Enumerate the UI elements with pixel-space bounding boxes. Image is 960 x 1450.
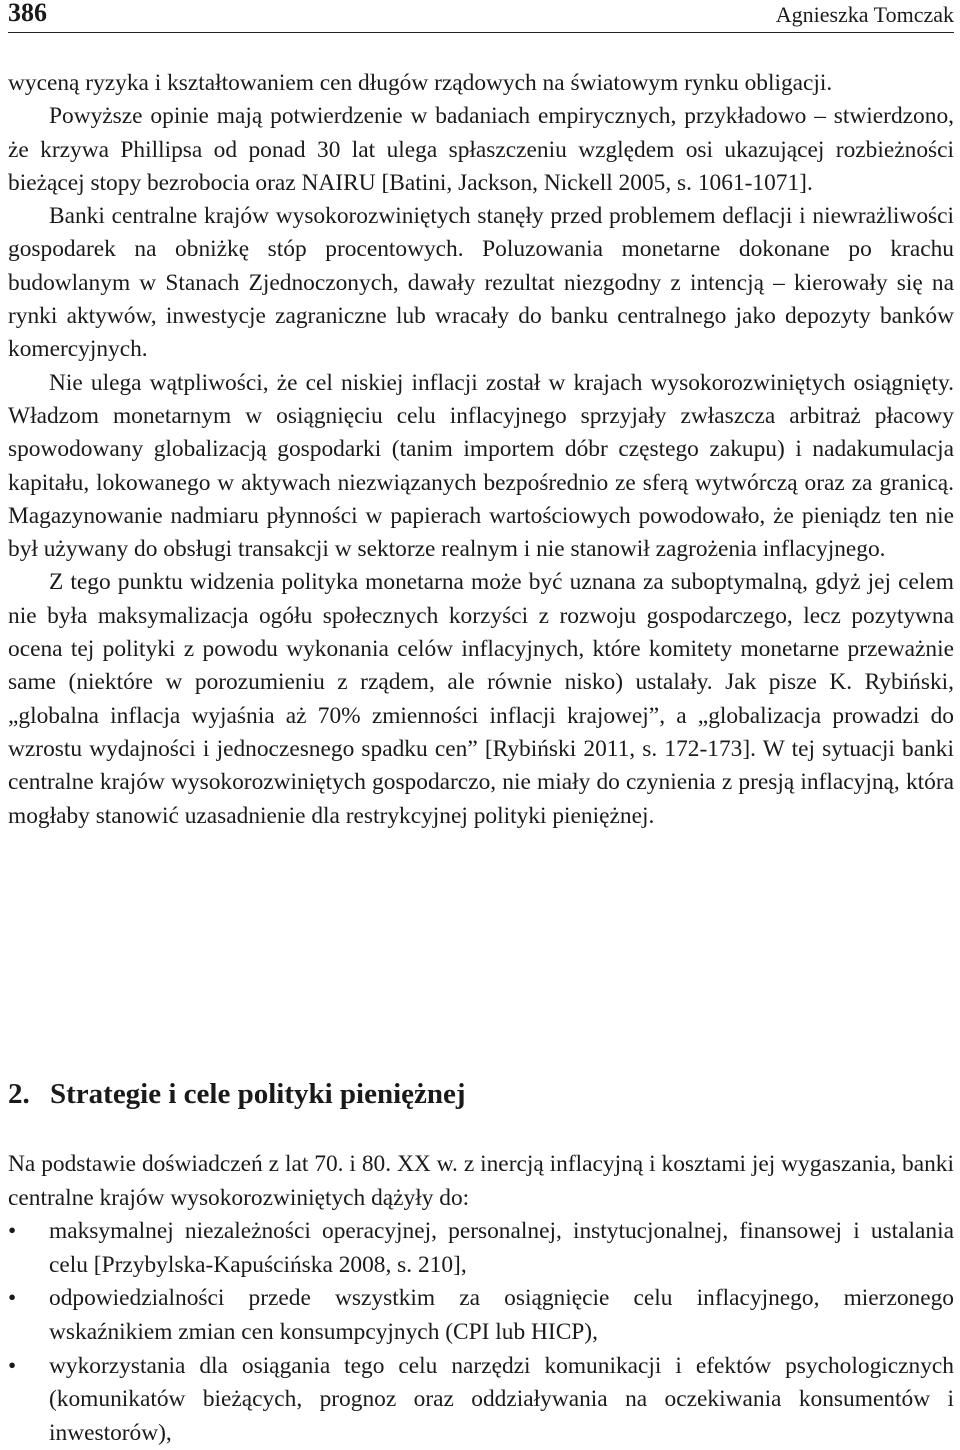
section-body — [8, 1148, 954, 1450]
bullet-icon: • — [8, 1218, 17, 1245]
bullet-icon: • — [8, 1352, 17, 1379]
section-intro: Na podstawie doświadczeń z lat 70. i 80. XX w. z inercją inflacyjną i kosztami jej wygaszania, banki centralne krajów wysokorozwiniętych dążyły do: — [8, 1151, 954, 1211]
running-header — [8, 0, 954, 33]
paragraph: Powyższe opinie mają potwierdzenie w badaniach empirycznych, przykładowo – stwierdzono, że krzywa Phillipsa od ponad 30 lat ulega spłaszczeniu względem osi ukazującej rozbieżności bieżącej stopy bezrobocia oraz NAIRU [Batini, Jackson, Nickell 2005, s. 1061-1071]. — [8, 103, 954, 196]
paragraph: Banki centralne krajów wysokorozwiniętych stanęły przed problemem deflacji i niewrażliwości gospodarek na obniżkę stóp procentowych. Poluzowania monetarne dokonane po krachu budowlanym w Stanach Zjednoczonych, dawały rezultat niezgodny z intencją – kierowały się na rynki aktywów, inwestycje zagraniczne lub wracały do banku centralnego jako depozyty banków komercyjnych. — [8, 203, 954, 363]
paragraph: wyceną ryzyka i kształtowaniem cen długów rządowych na światowym rynku obligacji. — [8, 70, 833, 96]
bullet-list — [8, 1215, 954, 1450]
page-number: 386 — [8, 0, 47, 27]
list-item — [8, 1215, 954, 1282]
paragraph: Z tego punktu widzenia polityka monetarna może być uznana za suboptymalną, gdyż jej celem nie była maksymalizacja ogółu społecznych korzyści z rozwoju gospodarczego, lecz pozytywna ocena tej polityki z powodu wykonania celów inflacyjnych, które komitety monetarne przeważnie same (niektóre w porozumieniu z rządem, ale równie nisko) ustalały. Jak pisze K. Rybiński, „globalna inflacja wyjaśnia aż 70% zmienności inflacji krajowej”, a „globalizacja prowadzi do wzrostu wydajności i jednoczesnego spadku cen” [Rybiński 2011, s. 172-173]. W tej sytuacji banki centralne krajów wysokorozwiniętych gospodarczo, nie miały do czynienia z presją inflacyjną, która mogłaby stanowić uzasadnienie dla restrykcyjnej polityki pieniężnej. — [8, 569, 954, 829]
list-item — [8, 1350, 954, 1450]
list-item — [8, 1282, 954, 1349]
list-item-text: wykorzystania dla osiągania tego celu narzędzi komunikacji i efektów psychologicznych (komunikatów bieżących, prognoz oraz oddziaływania na oczekiwania konsumentów i inwestorów), — [49, 1352, 954, 1446]
section-number: 2. — [8, 1078, 30, 1110]
section-heading — [8, 1074, 954, 1114]
list-item-text: maksymalnej niezależności operacyjnej, personalnej, instytucjonalnej, finansowej i ustalania celu [Przybylska-Kapuścińska 2008, s. 210], — [49, 1218, 954, 1278]
bullet-icon: • — [8, 1285, 17, 1312]
paragraph: Nie ulega wątpliwości, że cel niskiej inflacji został w krajach wysokorozwiniętych osiągnięty. Władzom monetarnym w osiągnięciu celu inflacyjnego sprzyjały zwłaszcza arbitraż płacowy spowodowany globalizacją gospodarki (tanim importem dóbr częstego zakupu) i nadakumulacja kapitału, lokowanego w aktywach niezwiązanych bezpośrednio ze sferą wytwórczą oraz za granicą. Magazynowanie nadmiaru płynności w papierach wartościowych powodowało, że pieniądz ten nie był używany do obsługi transakcji w sektorze realnym i nie stanowił zagrożenia inflacyjnego. — [8, 369, 954, 563]
section-title: Strategie i cele polityki pieniężnej — [50, 1078, 466, 1110]
body-text — [8, 67, 954, 833]
list-item-text: odpowiedzialności przede wszystkim za osiągnięcie celu inflacyjnego, mierzonego wskaźnikiem zmian cen konsumpcyjnych (CPI lub HICP), — [49, 1285, 954, 1345]
running-header-author: Agnieszka Tomczak — [775, 2, 954, 27]
